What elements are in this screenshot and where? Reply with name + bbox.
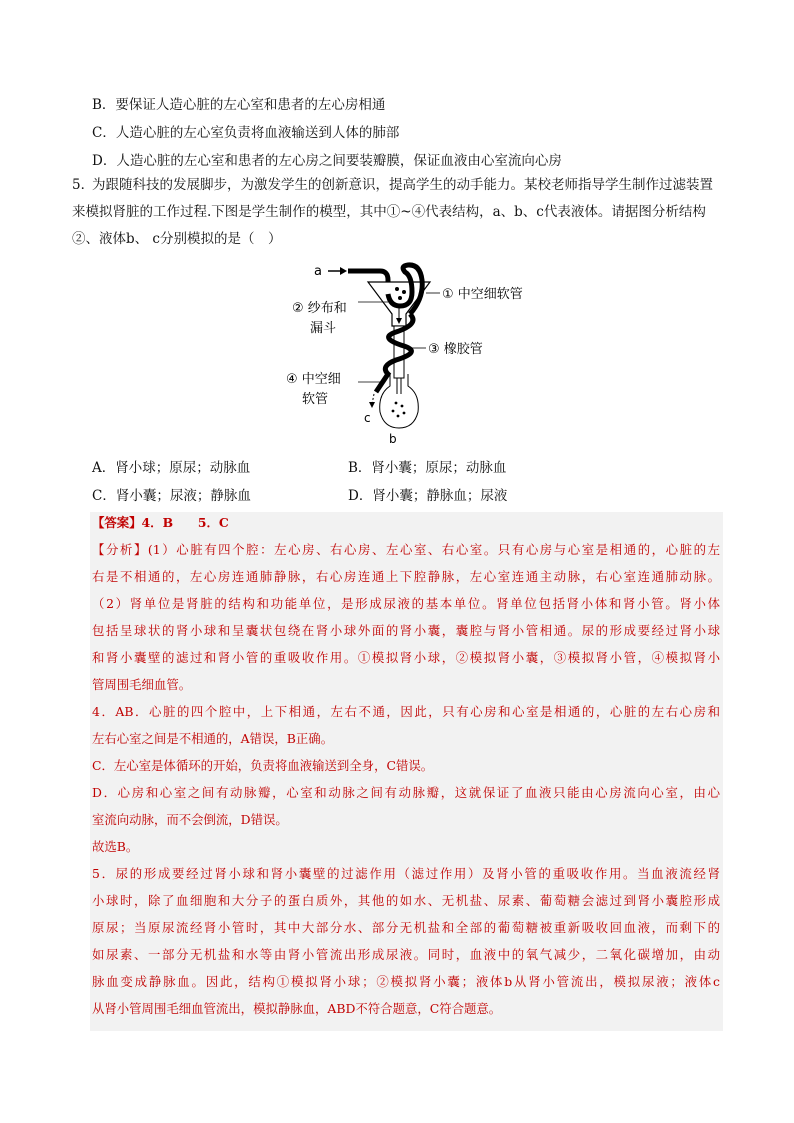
droplet — [395, 402, 398, 405]
label-1: ① 中空细软管 — [442, 287, 523, 302]
droplet — [403, 412, 406, 415]
q4-explanation-line: 4．AB．心脏的四个腔中，上下相通，左右不通，因此，只有心房和心室是相通的，心脏的左右心房和 — [92, 704, 720, 719]
q4-conclusion: 故选B。 — [92, 839, 139, 854]
analysis-line: 和肾小囊壁的滤过和肾小管的重吸收作用。①模拟肾小球，②模拟肾小囊，③模拟肾小管，④模拟肾小 — [92, 650, 720, 665]
q5-option-c: C．肾小囊；尿液；静脉血 — [92, 488, 251, 504]
inlet-arrowhead — [340, 267, 347, 275]
q5-explanation-line: 从肾小管周围毛细血管流出，模拟静脉血，ABD不符合题意，C符合题意。 — [92, 1001, 502, 1016]
q5-option-b: B．肾小囊；原尿；动脉血 — [348, 460, 507, 476]
droplet — [401, 405, 404, 408]
q5-stem-text: 为跟随科技的发展脚步，为激发学生的创新意识，提高学生的动手能力。某校老师指导学生制作过滤装置来模拟肾脏的工作过程.下图是学生制作的模型，其中①~④代表结构，a、b、c代表液体。请据图分析结构②、液体b、 c分别模拟的是（ ） — [72, 177, 713, 247]
label-c: c — [364, 411, 371, 425]
label-4-line2: 软管 — [302, 392, 329, 407]
label-b: b — [389, 432, 397, 446]
label-a: a — [314, 264, 322, 279]
particle — [402, 290, 406, 294]
analysis-line: 右是不相通的，左心房连通肺静脉，右心房连通上下腔静脉，左心室连通主动脉，右心室连通肺动脉。 — [92, 569, 720, 584]
analysis-line: 包括呈球状的肾小球和呈囊状包绕在肾小球外面的肾小囊，囊腔与肾小管相通。尿的形成要经过肾小球 — [92, 623, 720, 638]
q4-option-d: D．人造心脏的左心室和患者的左心房之间要装瓣膜，保证血液由心室流向心房 — [92, 153, 562, 169]
q4-option-b: B．要保证人造心脏的左心室和患者的左心房相通 — [92, 97, 386, 113]
q5-option-a: A．肾小球；原尿；动脉血 — [92, 460, 251, 476]
droplet — [392, 410, 395, 413]
outlet-c-arrowhead — [369, 402, 375, 408]
q4-explanation-line: D．心房和心室之间有动脉瓣，心室和动脉之间有动脉瓣，这就保证了血液只能由心房流向心室，由心 — [92, 785, 720, 800]
label-2-line2: 漏斗 — [310, 321, 337, 336]
q5-explanation-line: 5．尿的形成要经过肾小球和肾小囊壁的过滤作用（滤过作用）及肾小管的重吸收作用。当血液流经肾 — [92, 866, 720, 881]
analysis-line: 管周围毛细血管。 — [92, 677, 192, 692]
q4-explanation-line: C．左心室是体循环的开始，负责将血液输送到全身，C错误。 — [92, 758, 434, 773]
kidney-model-diagram — [280, 262, 540, 452]
q4-option-c: C．人造心脏的左心室负责将血液输送到人体的肺部 — [92, 125, 400, 141]
q5-explanation-line: 小球时，除了血细胞和大分子的蛋白质外，其他的如水、无机盐、尿素、葡萄糖会滤过到肾小囊腔形成 — [92, 893, 720, 908]
label-3: ③ 橡胶管 — [428, 342, 483, 357]
q5-explanation-line: 原尿；当原尿流经肾小管时，其中大部分水、部分无机盐和全部的葡萄糖被重新吸收回血液，而剩下的 — [92, 920, 720, 935]
q4-explanation-line: 室流向动脉，而不会倒流，D错误。 — [92, 812, 288, 827]
particle — [395, 287, 399, 291]
q5-stem — [72, 172, 722, 253]
analysis-line: 【分析】(1）心脏有四个腔：左心房、右心房、左心室、右心室。只有心房与心室是相通的，心脏的左 — [92, 542, 720, 557]
q5-number: 5． — [72, 177, 95, 193]
label-4-line1: ④ 中空细 — [286, 372, 341, 387]
label-2-line1: ② 纱布和 — [292, 301, 347, 316]
q5-option-d: D．肾小囊；静脉血；尿液 — [348, 488, 508, 504]
q4-explanation-line: 左右心室之间是不相通的，A错误，B正确。 — [92, 731, 334, 746]
q5-explanation-line: 如尿素、一部分无机盐和水等由肾小管流出形成尿液。同时，血液中的氧气减少，二氧化碳增加，由动 — [92, 947, 720, 962]
answer-key: 【答案】4．B 5．C — [92, 515, 229, 530]
droplet — [397, 415, 400, 418]
particle — [398, 296, 402, 300]
q5-explanation-line: 脉血变成静脉血。因此，结构①模拟肾小球；②模拟肾小囊；液体b从肾小管流出，模拟尿液；液体c — [92, 974, 720, 989]
analysis-line: （2）肾单位是肾脏的结构和功能单位，是形成尿液的基本单位。肾单位包括肾小体和肾小管。肾小体 — [92, 596, 720, 611]
